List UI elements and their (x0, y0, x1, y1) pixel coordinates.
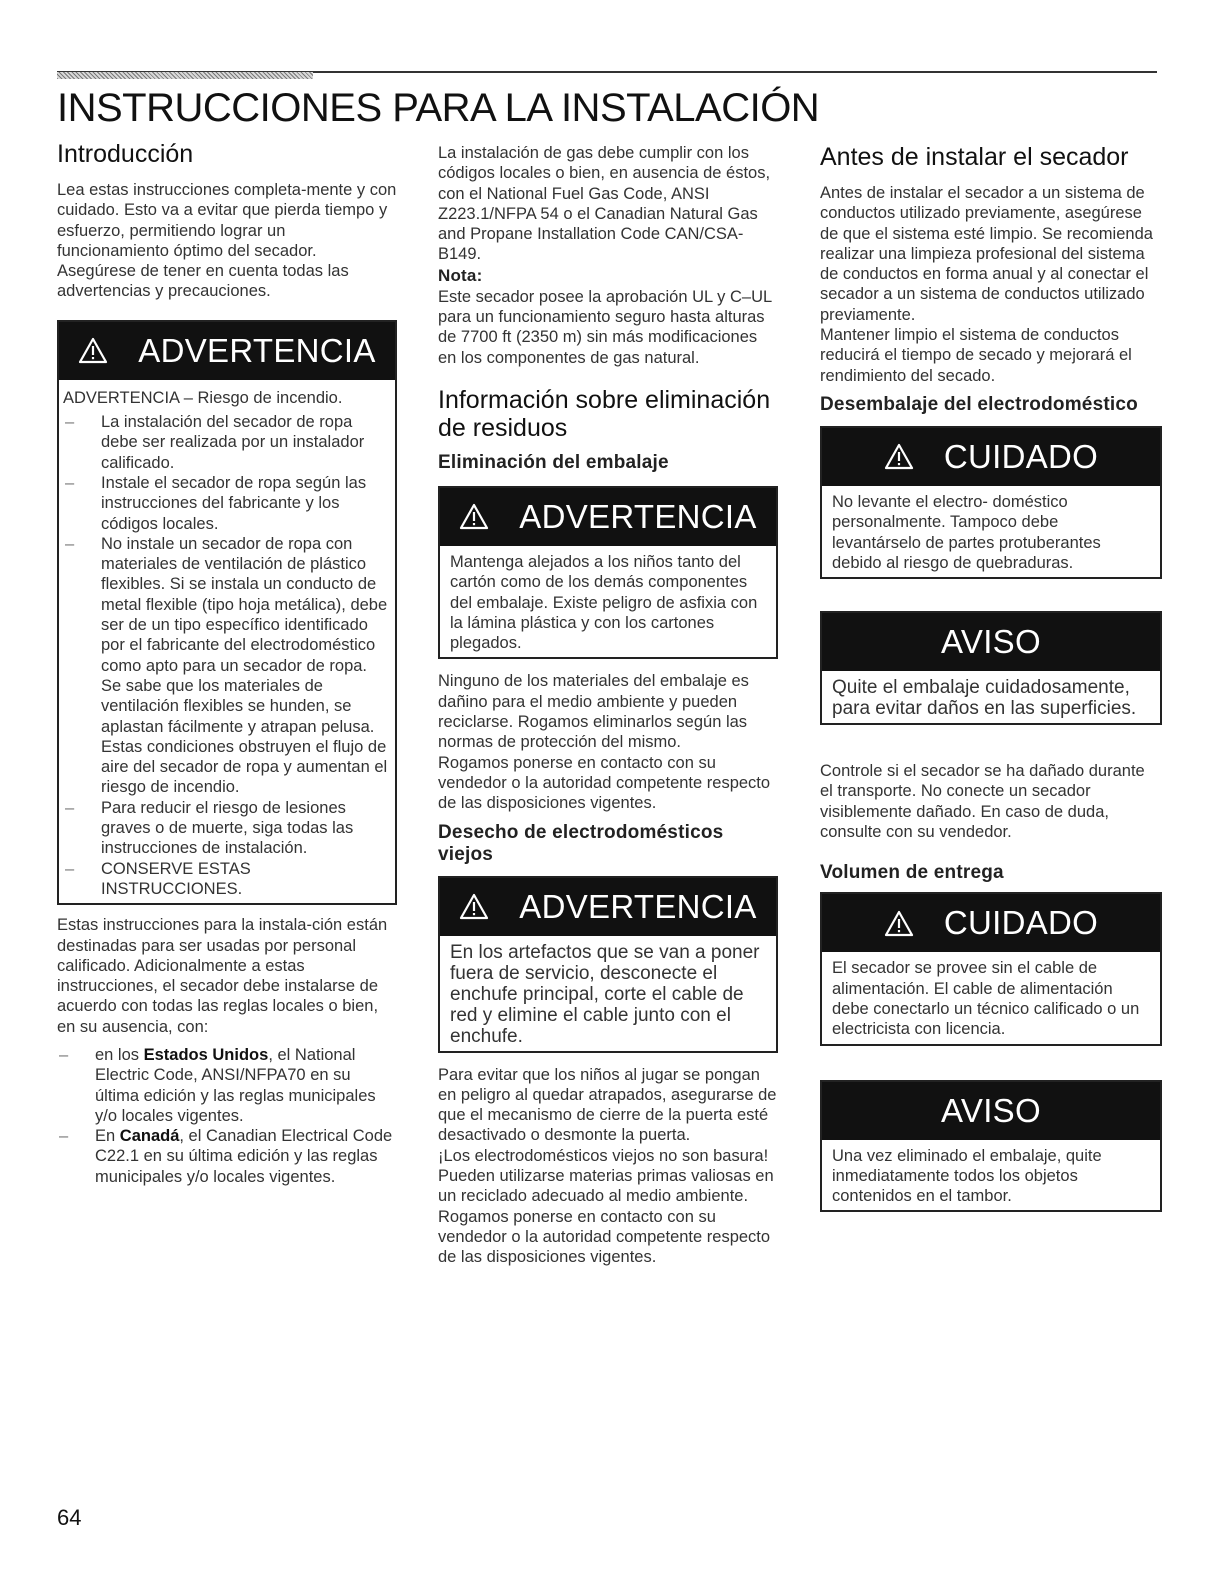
packaging-disposal-heading: Eliminación del embalaje (438, 451, 669, 473)
warning-triangle-icon (78, 337, 108, 364)
caution-body (822, 486, 1160, 577)
code-prefix: en los (95, 1045, 144, 1064)
notice-body (822, 671, 1160, 723)
caution-text: No levante el electro- doméstico personalmente. Tampoco debe levantárselo de partes protuberantes debido al riesgo de quebraduras. (832, 492, 1101, 572)
notice-label: AVISO (941, 623, 1041, 661)
warning-lead: ADVERTENCIA – Riesgo de incendio. (63, 388, 343, 407)
list-item: – CONSERVE ESTAS INSTRUCCIONES. (63, 859, 389, 900)
packaging-notice-box (820, 611, 1162, 725)
column-before-install (820, 143, 1162, 1224)
list-item: – No instale un secador de ropa con materiales de ventilación de plástico flexibles. Si se instala un conducto de metal flexible (tipo hoja metálica), debe ser de un tipo específico identificado por el fabricante del electrodoméstico como apto para un secador de ropa. Se sabe que los materiales de ventilación flexibles se hunden, se aplastan fácilmente y atrapan pelusa. Estas condiciones obstruyen el flujo de aire del secador de ropa y aumentan el riesgo de incendio. (63, 534, 389, 798)
damage-check-text: Controle si el secador se ha dañado durante el transporte. No conecte un secador visiblemente dañado. En caso de duda, consulte con su vendedor. (820, 762, 1145, 842)
code-text: , el National Electric Code, ANSI/NFPA70 en su última edición y las reglas municipales y/o locales vigentes. (95, 1045, 376, 1125)
warning-label: ADVERTENCIA (519, 497, 757, 535)
warning-triangle-icon (884, 443, 914, 470)
delivery-heading: Volumen de entrega (820, 862, 1004, 884)
caution-label: CUIDADO (943, 904, 1099, 942)
list-item (57, 1045, 397, 1126)
notice-bar (822, 1082, 1160, 1140)
code-prefix: En (95, 1127, 120, 1146)
header-shade-bar (57, 72, 313, 79)
fire-warning-box (57, 320, 397, 905)
duct-maintenance-text: Mantener limpio el sistema de conductos reducirá el tiempo de secado y mejorará el rendimiento del secado. (820, 326, 1132, 385)
page-number: 64 (57, 1505, 82, 1530)
list-item: – La instalación del secador de ropa debe ser realizada por un instalador calificado. (63, 412, 389, 473)
drum-notice-box (820, 1080, 1162, 1213)
electrical-codes-list (57, 1045, 397, 1187)
column-gas-and-disposal (438, 143, 778, 1268)
old-appliances-heading: Desecho de electrodomésticos viejos (438, 821, 724, 865)
lifting-caution-box (820, 426, 1162, 579)
packaging-contact-text: Rogamos ponerse en contacto con su vendedor o la autoridad competente respecto de las disposiciones vigentes. (438, 753, 771, 813)
warning-body (440, 936, 776, 1051)
recycling-text: ¡Los electrodomésticos viejos no son basura! Pueden utilizarse materias primas valiosas en un reciclado adecuado al medio ambiente. (438, 1146, 774, 1206)
note-heading: Nota: (438, 265, 483, 285)
caution-bar (822, 428, 1160, 486)
notice-text: Una vez eliminado el embalaje, quite inmediatamente todos los objetos contenidos en el tambor. (832, 1146, 1102, 1206)
country-name: Canadá (119, 1127, 180, 1146)
unpacking-heading: Desembalaje del electrodoméstico (820, 393, 1138, 415)
warning-bar (440, 488, 776, 546)
caution-bar (822, 894, 1160, 952)
caution-body (822, 952, 1160, 1043)
disconnect-warning-box (438, 876, 778, 1053)
notice-bar (822, 613, 1160, 671)
warning-text: Mantenga alejados a los niños tanto del cartón como de los demás componentes del embalaje. Existe peligro de asfixia con la lámina plástica y con los cartones plegados. (450, 552, 758, 653)
caution-label: CUIDADO (943, 437, 1099, 475)
disposal-heading: Información sobre eliminación de residuos (438, 385, 771, 442)
warning-body (440, 546, 776, 657)
notice-label: AVISO (941, 1091, 1041, 1129)
page-title: INSTRUCCIONES PARA LA INSTALACIÓN (57, 86, 820, 130)
warning-bar (59, 322, 395, 380)
warning-list (63, 412, 389, 899)
power-cord-caution-box (820, 892, 1162, 1045)
duct-cleaning-text: Antes de instalar el secador a un sistema de conductos utilizado previamente, asegúrese de que el sistema esté limpio. Se recomienda realizar una limpieza profesional del sistema de conductos en forma anual y al conectar el secador a un sistema de conductos utilizado previamente. (820, 184, 1153, 324)
notice-body (822, 1140, 1160, 1211)
contact-authority-text: Rogamos ponerse en contacto con su vendedor o la autoridad competente respecto de las disposiciones vigentes. (438, 1207, 771, 1267)
list-item (57, 1126, 397, 1187)
list-item: – Para reducir el riesgo de lesiones graves o de muerte, siga todas las instrucciones de instalación. (63, 798, 389, 859)
list-item: – Instale el secador de ropa según las instrucciones del fabricante y los códigos locales. (63, 473, 389, 534)
warning-text: En los artefactos que se van a poner fuera de servicio, desconecte el enchufe principal, corte el cable de red y elimine el cable junto con el enchufe. (450, 941, 760, 1047)
warning-label: ADVERTENCIA (519, 887, 757, 925)
note-text: Este secador posee la aprobación UL y C–UL para un funcionamiento seguro hasta alturas de 7700 ft (2350 m) sin más modificaciones en los componentes de gas natural. (438, 287, 772, 367)
code-text: , el Canadian Electrical Code C22.1 en su última edición y las reglas municipales y/o locales vigentes. (95, 1127, 393, 1186)
packaging-recycle-text: Ninguno de los materiales del embalaje es dañino para el medio ambiente y pueden reciclarse. Rogamos eliminarlos según las normas de protección del mismo. (438, 672, 749, 752)
introduction-heading: Introducción (57, 140, 194, 168)
warning-body (59, 380, 395, 903)
warning-bar (440, 878, 776, 936)
introduction-text: Lea estas instrucciones completa-mente y con cuidado. Esto va a evitar que pierda tiempo y esfuerzo, permitiendo lograr un funcionamiento óptimo del secador. Asegúrese de tener en cuenta todas las advertencias y precauciones. (57, 181, 397, 301)
qualified-personnel-text: Estas instrucciones para la instala-ción están destinadas para ser usadas por personal calificado. Adicionalmente a estas instrucciones, el secador debe instalarse de acuerdo con todas las reglas locales o bien, en su ausencia, con: (57, 916, 388, 1036)
child-safety-text: Para evitar que los niños al jugar se pongan en peligro al quedar atrapados, asegurarse de que el mecanismo de cierre de la puerta esté desactivado o desmonte la puerta. (438, 1065, 777, 1145)
gas-installation-text: La instalación de gas debe cumplir con los códigos locales o bien, en ausencia de éstos, con el National Fuel Gas Code, ANSI Z223.1/NFPA 54 o el Canadian Natural Gas and Propane Installation Code CAN/CSA-B149. (438, 144, 771, 264)
warning-triangle-icon (459, 503, 489, 530)
warning-triangle-icon (459, 893, 489, 920)
notice-text: Quite el embalaje cuidadosamente, para evitar daños en las superficies. (832, 677, 1137, 720)
before-install-heading: Antes de instalar el secador (820, 143, 1129, 171)
column-introduction (57, 140, 397, 1187)
warning-label: ADVERTENCIA (138, 331, 376, 369)
warning-triangle-icon (884, 910, 914, 937)
caution-text: El secador se provee sin el cable de alimentación. El cable de alimentación debe conectarlo un técnico calificado o un electricista con licencia. (832, 959, 1140, 1039)
country-name: Estados Unidos (143, 1045, 269, 1064)
suffocation-warning-box (438, 486, 778, 659)
